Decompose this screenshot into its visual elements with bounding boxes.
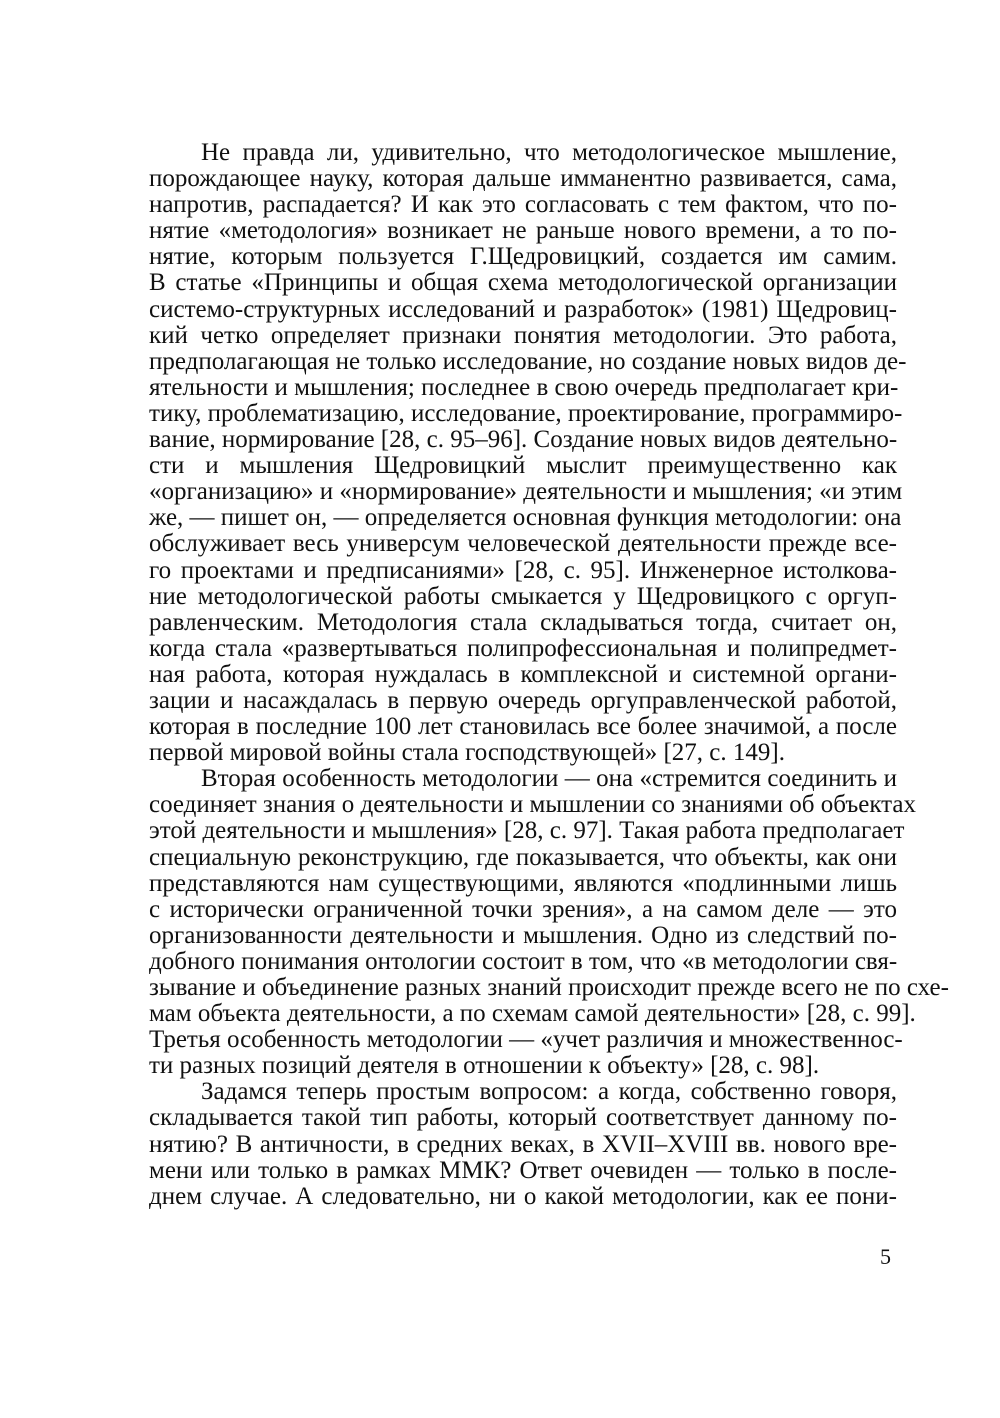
text-line: нятие «методология» возникает не раньше нового времени, а то по- — [149, 217, 897, 245]
text-line: равленческим. Методология стала складываться тогда, считает он, — [149, 608, 897, 636]
page-number: 5 — [880, 1244, 891, 1269]
text-line: ятельности и мышления; последнее в свою очередь предполагает кри- — [149, 373, 899, 401]
text-line: ти разных позиций деятеля в отношении к объекту» [28, с. 98]. — [149, 1052, 820, 1080]
text-line: ная работа, которая нуждалась в комплексной и системной органи- — [149, 660, 897, 688]
text-line: Не правда ли, удивительно, что методологическое мышление, — [201, 139, 897, 166]
text-line: соединяет знания о деятельности и мышлении со знаниями об объектах — [149, 791, 916, 819]
text-line: этой деятельности и мышления» [28, с. 97]. Такая работа предполагает — [149, 817, 905, 845]
text-line: первой мировой войны стала господствующей» [27, с. 149]. — [149, 739, 785, 767]
text-line: с исторически ограниченной точки зрения», а на самом деле — это — [149, 895, 897, 923]
text-line: днем случае. А следовательно, ни о какой методологии, как ее пони- — [149, 1182, 897, 1210]
text-line: го проектами и предписаниями» [28, с. 95]. Инженерное истолкова- — [149, 556, 897, 584]
text-line: специальную реконструкцию, где показывается, что объекты, как они — [149, 843, 897, 871]
text-line: когда стала «развертываться полипрофессиональная и полипредмет- — [149, 634, 897, 662]
text-line: кий четко определяет признаки понятия методологии. Это работа, — [149, 321, 897, 349]
text-line: тику, проблематизацию, исследование, проектирование, программиро- — [149, 399, 903, 427]
text-line: же, — пишет он, — определяется основная функция методологии: она — [149, 504, 902, 532]
text-line: складывается такой тип работы, который соответствует данному по- — [149, 1104, 897, 1132]
text-line: мени или только в рамках ММК? Ответ очевиден — только в после- — [149, 1156, 897, 1184]
text-line: Вторая особенность методологии — она «стремится соединить и — [201, 765, 897, 793]
text-line: нятию? В античности, в средних веках, в XVII–XVIII вв. нового вре- — [149, 1130, 897, 1158]
text-line: вание, нормирование [28, с. 95–96]. Создание новых видов деятельно- — [149, 426, 898, 454]
text-line: предполагающая не только исследование, но создание новых видов де- — [149, 347, 907, 375]
text-line: напротив, распадается? И как это согласовать с тем фактом, что по- — [149, 191, 897, 219]
text-line: мам объекта деятельности, а по схемам самой деятельности» [28, с. 99]. — [149, 1000, 916, 1028]
text-line: организованности деятельности и мышления. Одно из следствий по- — [149, 921, 897, 949]
text-line: «организацию» и «нормирование» деятельности и мышления; «и этим — [149, 478, 903, 506]
text-line: В статье «Принципы и общая схема методологической организации — [149, 269, 897, 297]
text-line: сти и мышления Щедровицкий мыслит преимущественно как — [149, 452, 897, 480]
text-line: системо-структурных исследований и разработок» (1981) Щедровиц- — [149, 295, 897, 323]
body-text — [149, 139, 949, 1210]
text-line: обслуживает весь универсум человеческой деятельности прежде все- — [149, 530, 897, 558]
text-line: порождающее науку, которая дальше имманентно развивается, сама, — [149, 165, 897, 193]
text-line: нятие, которым пользуется Г.Щедровицкий, создается им самим. — [149, 243, 897, 271]
text-line: Задамся теперь простым вопросом: а когда, собственно говоря, — [201, 1078, 897, 1106]
text-line: Третья особенность методологии — «учет различия и множественнос- — [149, 1026, 903, 1054]
text-line: зывание и объединение разных знаний происходит прежде всего не по схе- — [149, 974, 949, 1001]
text-line: ние методологической работы смыкается у Щедровицкого с оргуп- — [149, 582, 897, 610]
text-line: представляются нам существующими, являются «подлинными лишь — [149, 869, 897, 897]
text-line: которая в последние 100 лет становилась все более значимой, а после — [149, 713, 897, 741]
text-line: зации и насаждалась в первую очередь оргуправленческой работой, — [149, 686, 897, 714]
text-line: добного понимания онтологии состоит в том, что «в методологии свя- — [149, 947, 898, 975]
